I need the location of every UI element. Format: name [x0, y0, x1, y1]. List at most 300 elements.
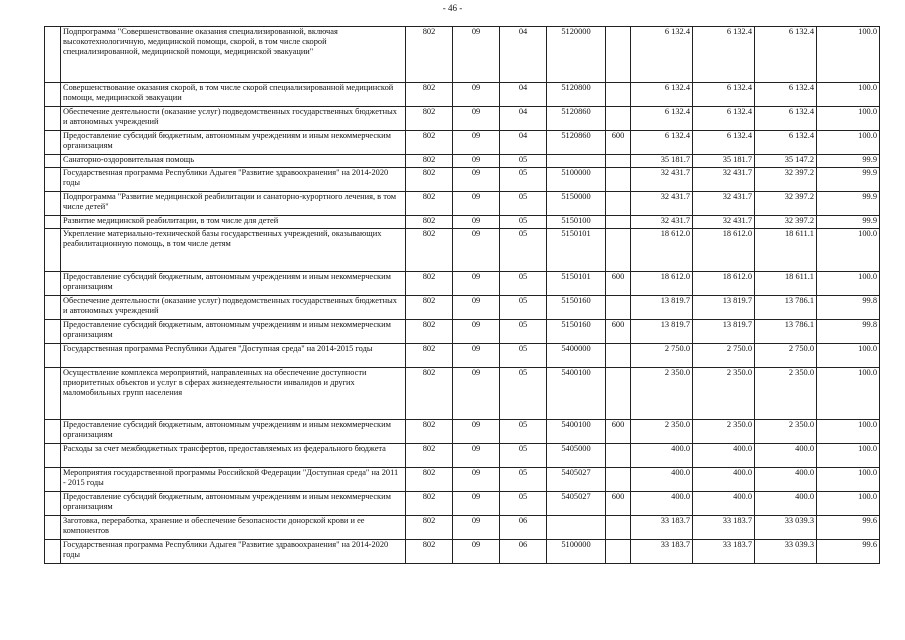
row-margin-cell	[45, 27, 61, 83]
item-name-cell	[61, 107, 406, 131]
execution-percent-cell	[817, 192, 880, 216]
executed-amount: 6 132.4	[788, 83, 814, 92]
approved-amount: 6 132.4	[664, 131, 690, 140]
section-code-cell	[453, 420, 500, 444]
target-item-code-cell	[547, 296, 606, 320]
target-item-code: 5120860	[561, 131, 591, 140]
table-row	[45, 83, 880, 107]
approved-amount-cell	[631, 229, 693, 272]
execution-percent-cell	[817, 168, 880, 192]
item-name-cell	[61, 296, 406, 320]
approved-amount: 13 819.7	[660, 320, 690, 329]
section-code-cell	[453, 168, 500, 192]
expense-type-code-cell	[606, 320, 631, 344]
execution-percent: 99.8	[862, 320, 877, 329]
expense-type-code: 600	[611, 492, 625, 501]
row-margin-cell	[45, 420, 61, 444]
target-item-code-cell	[547, 540, 606, 564]
approved-amount-cell	[631, 420, 693, 444]
item-name: Подпрограмма "Совершенствование оказания специализированной, включая высокотехнологичную, медицинской помощи, скорой, в том числе скорой специализированной, медицинской помощи, медицинской эвакуации"	[63, 27, 338, 57]
refined-amount-cell	[693, 344, 755, 368]
table-row	[45, 368, 880, 420]
section-code: 09	[471, 272, 481, 281]
approved-amount-cell	[631, 540, 693, 564]
executed-amount-cell	[755, 168, 817, 192]
refined-amount: 2 350.0	[726, 368, 752, 377]
department-code: 802	[422, 420, 436, 429]
table-row	[45, 131, 880, 155]
item-name: Расходы за счет межбюджетных трансфертов, предоставляемых из федерального бюджета	[63, 444, 386, 453]
table-body	[45, 27, 880, 564]
execution-percent: 99.9	[862, 168, 877, 177]
department-code-cell	[406, 168, 453, 192]
target-item-code: 5150160	[561, 296, 591, 305]
subsection-code: 05	[518, 192, 528, 201]
department-code-cell	[406, 492, 453, 516]
item-name: Подпрограмма "Развитие медицинской реабилитации и санаторно-курортного лечения, в том числе детей"	[63, 192, 397, 212]
table-row	[45, 516, 880, 540]
refined-amount-cell	[693, 492, 755, 516]
executed-amount-cell	[755, 229, 817, 272]
table-row	[45, 540, 880, 564]
section-code-cell	[453, 83, 500, 107]
target-item-code-cell	[547, 107, 606, 131]
execution-percent: 100.0	[858, 420, 877, 429]
item-name-cell	[61, 192, 406, 216]
approved-amount: 2 350.0	[664, 420, 690, 429]
approved-amount: 400.0	[671, 444, 690, 453]
expense-type-code-cell	[606, 168, 631, 192]
section-code: 09	[471, 468, 481, 477]
department-code-cell	[406, 107, 453, 131]
table-row	[45, 444, 880, 468]
section-code-cell	[453, 296, 500, 320]
executed-amount-cell	[755, 131, 817, 155]
target-item-code-cell	[547, 155, 606, 168]
target-item-code: 5100000	[561, 540, 591, 549]
row-margin-cell	[45, 168, 61, 192]
section-code: 09	[471, 83, 481, 92]
executed-amount-cell	[755, 320, 817, 344]
expense-type-code-cell	[606, 540, 631, 564]
section-code: 09	[471, 320, 481, 329]
subsection-code-cell	[500, 344, 547, 368]
execution-percent-cell	[817, 368, 880, 420]
section-code-cell	[453, 272, 500, 296]
item-name-cell	[61, 83, 406, 107]
subsection-code-cell	[500, 272, 547, 296]
approved-amount-cell	[631, 516, 693, 540]
item-name-cell	[61, 492, 406, 516]
target-item-code: 5405027	[561, 468, 591, 477]
target-item-code: 5400100	[561, 420, 591, 429]
expense-type-code: 600	[611, 420, 625, 429]
refined-amount-cell	[693, 296, 755, 320]
approved-amount: 2 350.0	[664, 368, 690, 377]
department-code: 802	[422, 468, 436, 477]
execution-percent-cell	[817, 83, 880, 107]
target-item-code-cell	[547, 192, 606, 216]
execution-percent-cell	[817, 540, 880, 564]
section-code: 09	[471, 107, 481, 116]
section-code: 09	[471, 540, 481, 549]
department-code-cell	[406, 420, 453, 444]
approved-amount: 2 750.0	[664, 344, 690, 353]
section-code: 09	[471, 131, 481, 140]
executed-amount: 13 786.1	[784, 296, 814, 305]
refined-amount: 18 612.0	[722, 272, 752, 281]
approved-amount-cell	[631, 492, 693, 516]
target-item-code-cell	[547, 516, 606, 540]
subsection-code-cell	[500, 320, 547, 344]
expense-type-code-cell	[606, 368, 631, 420]
section-code: 09	[471, 420, 481, 429]
executed-amount-cell	[755, 272, 817, 296]
approved-amount-cell	[631, 192, 693, 216]
refined-amount: 2 750.0	[726, 344, 752, 353]
executed-amount-cell	[755, 368, 817, 420]
subsection-code-cell	[500, 468, 547, 492]
subsection-code-cell	[500, 229, 547, 272]
row-margin-cell	[45, 296, 61, 320]
target-item-code: 5150160	[561, 320, 591, 329]
expense-type-code-cell	[606, 131, 631, 155]
approved-amount: 32 431.7	[660, 192, 690, 201]
refined-amount-cell	[693, 444, 755, 468]
execution-percent: 100.0	[858, 272, 877, 281]
expense-type-code-cell	[606, 444, 631, 468]
section-code-cell	[453, 492, 500, 516]
item-name-cell	[61, 368, 406, 420]
approved-amount-cell	[631, 155, 693, 168]
executed-amount: 6 132.4	[788, 131, 814, 140]
target-item-code-cell	[547, 368, 606, 420]
approved-amount-cell	[631, 107, 693, 131]
approved-amount: 18 612.0	[660, 272, 690, 281]
approved-amount-cell	[631, 27, 693, 83]
refined-amount: 6 132.4	[726, 83, 752, 92]
section-code: 09	[471, 296, 481, 305]
target-item-code-cell	[547, 468, 606, 492]
target-item-code: 5100000	[561, 168, 591, 177]
subsection-code-cell	[500, 296, 547, 320]
department-code-cell	[406, 368, 453, 420]
approved-amount: 6 132.4	[664, 27, 690, 36]
refined-amount-cell	[693, 320, 755, 344]
department-code-cell	[406, 272, 453, 296]
execution-percent-cell	[817, 229, 880, 272]
refined-amount: 6 132.4	[726, 131, 752, 140]
row-margin-cell	[45, 107, 61, 131]
refined-amount: 400.0	[733, 468, 752, 477]
refined-amount-cell	[693, 216, 755, 229]
section-code-cell	[453, 229, 500, 272]
target-item-code: 5150101	[561, 272, 591, 281]
subsection-code-cell	[500, 540, 547, 564]
refined-amount: 18 612.0	[722, 229, 752, 238]
approved-amount-cell	[631, 344, 693, 368]
expense-type-code-cell	[606, 83, 631, 107]
refined-amount: 33 183.7	[722, 516, 752, 525]
subsection-code: 05	[518, 492, 528, 501]
item-name: Укрепление материально-технической базы государственных учреждений, оказывающих реабилитационную помощь, в том числе детям	[63, 229, 382, 249]
department-code: 802	[422, 296, 436, 305]
section-code: 09	[471, 516, 481, 525]
execution-percent: 100.0	[858, 229, 877, 238]
approved-amount: 33 183.7	[660, 516, 690, 525]
section-code: 09	[471, 168, 481, 177]
section-code-cell	[453, 192, 500, 216]
target-item-code-cell	[547, 420, 606, 444]
target-item-code-cell	[547, 344, 606, 368]
subsection-code-cell	[500, 444, 547, 468]
execution-percent-cell	[817, 420, 880, 444]
target-item-code: 5405027	[561, 492, 591, 501]
item-name-cell	[61, 27, 406, 83]
execution-percent: 100.0	[858, 492, 877, 501]
item-name-cell	[61, 168, 406, 192]
approved-amount: 32 431.7	[660, 168, 690, 177]
refined-amount-cell	[693, 468, 755, 492]
approved-amount: 400.0	[671, 492, 690, 501]
execution-percent: 99.6	[862, 516, 877, 525]
execution-percent-cell	[817, 155, 880, 168]
department-code-cell	[406, 216, 453, 229]
table-row	[45, 492, 880, 516]
approved-amount: 35 181.7	[660, 155, 690, 164]
approved-amount: 18 612.0	[660, 229, 690, 238]
expense-type-code-cell	[606, 468, 631, 492]
approved-amount-cell	[631, 272, 693, 296]
subsection-code-cell	[500, 368, 547, 420]
target-item-code: 5120860	[561, 107, 591, 116]
executed-amount-cell	[755, 296, 817, 320]
department-code: 802	[422, 516, 436, 525]
item-name-cell	[61, 540, 406, 564]
expense-type-code: 600	[611, 272, 625, 281]
department-code: 802	[422, 216, 436, 225]
department-code-cell	[406, 540, 453, 564]
executed-amount: 2 750.0	[788, 344, 814, 353]
subsection-code-cell	[500, 155, 547, 168]
executed-amount-cell	[755, 516, 817, 540]
section-code-cell	[453, 131, 500, 155]
approved-amount-cell	[631, 468, 693, 492]
subsection-code-cell	[500, 83, 547, 107]
section-code: 09	[471, 229, 481, 238]
executed-amount: 32 397.2	[784, 216, 814, 225]
expense-type-code: 600	[611, 131, 625, 140]
row-margin-cell	[45, 492, 61, 516]
section-code: 09	[471, 192, 481, 201]
approved-amount-cell	[631, 131, 693, 155]
item-name: Предоставление субсидий бюджетным, автономным учреждениям и иным некоммерческим организациям	[63, 492, 391, 512]
item-name: Предоставление субсидий бюджетным, автономным учреждениям и иным некоммерческим организациям	[63, 131, 391, 151]
item-name: Осуществление комплекса мероприятий, направленных на обеспечение доступности приоритетных объектов и услуг в сферах жизнедеятельности инвалидов и других маломобильных групп населения	[63, 368, 367, 398]
refined-amount: 400.0	[733, 444, 752, 453]
department-code: 802	[422, 168, 436, 177]
table-row	[45, 229, 880, 272]
department-code-cell	[406, 344, 453, 368]
executed-amount: 2 350.0	[788, 368, 814, 377]
executed-amount-cell	[755, 420, 817, 444]
executed-amount-cell	[755, 444, 817, 468]
expense-type-code-cell	[606, 492, 631, 516]
execution-percent-cell	[817, 516, 880, 540]
subsection-code: 05	[518, 216, 528, 225]
refined-amount-cell	[693, 516, 755, 540]
refined-amount: 13 819.7	[722, 296, 752, 305]
target-item-code-cell	[547, 216, 606, 229]
section-code-cell	[453, 27, 500, 83]
execution-percent: 100.0	[858, 107, 877, 116]
section-code: 09	[471, 216, 481, 225]
row-margin-cell	[45, 344, 61, 368]
approved-amount-cell	[631, 368, 693, 420]
refined-amount-cell	[693, 540, 755, 564]
item-name: Заготовка, переработка, хранение и обеспечение безопасности донорской крови и ее компонентов	[63, 516, 365, 536]
execution-percent: 100.0	[858, 83, 877, 92]
table-row	[45, 272, 880, 296]
approved-amount-cell	[631, 444, 693, 468]
row-margin-cell	[45, 155, 61, 168]
refined-amount: 400.0	[733, 492, 752, 501]
subsection-code-cell	[500, 492, 547, 516]
expense-type-code-cell	[606, 155, 631, 168]
subsection-code-cell	[500, 131, 547, 155]
item-name: Санаторно-оздоровительная помощь	[63, 155, 195, 164]
approved-amount-cell	[631, 216, 693, 229]
refined-amount-cell	[693, 107, 755, 131]
executed-amount: 18 611.1	[784, 229, 814, 238]
approved-amount: 32 431.7	[660, 216, 690, 225]
row-margin-cell	[45, 320, 61, 344]
department-code: 802	[422, 444, 436, 453]
expense-type-code-cell	[606, 296, 631, 320]
subsection-code-cell	[500, 192, 547, 216]
expense-type-code-cell	[606, 107, 631, 131]
item-name: Государственная программа Республики Адыгея "Доступная среда" на 2014-2015 годы	[63, 344, 373, 353]
executed-amount-cell	[755, 344, 817, 368]
refined-amount: 35 181.7	[722, 155, 752, 164]
subsection-code-cell	[500, 516, 547, 540]
target-item-code: 5150101	[561, 229, 591, 238]
item-name: Предоставление субсидий бюджетным, автономным учреждениям и иным некоммерческим организациям	[63, 272, 391, 292]
item-name: Совершенствование оказания скорой, в том числе скорой специализированной медицинской помощи, медицинской эвакуации	[63, 83, 394, 103]
item-name: Государственная программа Республики Адыгея "Развитие здравоохранения" на 2014-2020 годы	[63, 540, 389, 560]
subsection-code: 06	[518, 540, 528, 549]
table-row	[45, 168, 880, 192]
department-code-cell	[406, 192, 453, 216]
approved-amount: 13 819.7	[660, 296, 690, 305]
execution-percent: 100.0	[858, 368, 877, 377]
executed-amount-cell	[755, 83, 817, 107]
target-item-code: 5400100	[561, 368, 591, 377]
department-code-cell	[406, 155, 453, 168]
table-row	[45, 344, 880, 368]
table-row	[45, 216, 880, 229]
expense-type-code-cell	[606, 216, 631, 229]
execution-percent-cell	[817, 272, 880, 296]
row-margin-cell	[45, 516, 61, 540]
execution-percent: 99.9	[862, 192, 877, 201]
subsection-code-cell	[500, 216, 547, 229]
executed-amount: 35 147.2	[784, 155, 814, 164]
subsection-code-cell	[500, 420, 547, 444]
section-code-cell	[453, 107, 500, 131]
section-code-cell	[453, 540, 500, 564]
department-code-cell	[406, 516, 453, 540]
item-name: Обеспечение деятельности (оказание услуг) подведомственных государственных бюджетных и автономных учреждений	[63, 107, 397, 127]
item-name-cell	[61, 320, 406, 344]
execution-percent: 100.0	[858, 27, 877, 36]
item-name-cell	[61, 468, 406, 492]
section-code-cell	[453, 516, 500, 540]
executed-amount: 32 397.2	[784, 168, 814, 177]
subsection-code: 05	[518, 272, 528, 281]
subsection-code: 04	[518, 27, 528, 36]
subsection-code: 05	[518, 229, 528, 238]
approved-amount: 6 132.4	[664, 83, 690, 92]
executed-amount-cell	[755, 540, 817, 564]
target-item-code: 5150100	[561, 216, 591, 225]
approved-amount: 33 183.7	[660, 540, 690, 549]
row-margin-cell	[45, 468, 61, 492]
refined-amount: 33 183.7	[722, 540, 752, 549]
item-name: Государственная программа Республики Адыгея "Развитие здравоохранения" на 2014-2020 годы	[63, 168, 389, 188]
item-name: Предоставление субсидий бюджетным, автономным учреждениям и иным некоммерческим организациям	[63, 420, 391, 440]
subsection-code: 05	[518, 168, 528, 177]
page-number: - 46 -	[442, 3, 463, 13]
expense-type-code-cell	[606, 27, 631, 83]
refined-amount-cell	[693, 272, 755, 296]
department-code: 802	[422, 155, 436, 164]
department-code: 802	[422, 107, 436, 116]
execution-percent: 100.0	[858, 344, 877, 353]
execution-percent-cell	[817, 216, 880, 229]
item-name-cell	[61, 344, 406, 368]
subsection-code: 05	[518, 320, 528, 329]
table-row	[45, 192, 880, 216]
executed-amount-cell	[755, 492, 817, 516]
target-item-code: 5120000	[561, 27, 591, 36]
department-code: 802	[422, 272, 436, 281]
item-name-cell	[61, 420, 406, 444]
expense-type-code-cell	[606, 192, 631, 216]
department-code: 802	[422, 344, 436, 353]
department-code-cell	[406, 27, 453, 83]
refined-amount: 6 132.4	[726, 107, 752, 116]
section-code-cell	[453, 468, 500, 492]
execution-percent: 99.8	[862, 296, 877, 305]
item-name-cell	[61, 516, 406, 540]
table-row	[45, 27, 880, 83]
department-code: 802	[422, 83, 436, 92]
expense-type-code-cell	[606, 229, 631, 272]
table-row	[45, 107, 880, 131]
department-code: 802	[422, 368, 436, 377]
subsection-code: 05	[518, 420, 528, 429]
department-code: 802	[422, 229, 436, 238]
section-code-cell	[453, 368, 500, 420]
subsection-code: 04	[518, 131, 528, 140]
refined-amount-cell	[693, 192, 755, 216]
item-name-cell	[61, 229, 406, 272]
target-item-code-cell	[547, 444, 606, 468]
subsection-code: 05	[518, 155, 528, 164]
table-row	[45, 320, 880, 344]
department-code-cell	[406, 131, 453, 155]
